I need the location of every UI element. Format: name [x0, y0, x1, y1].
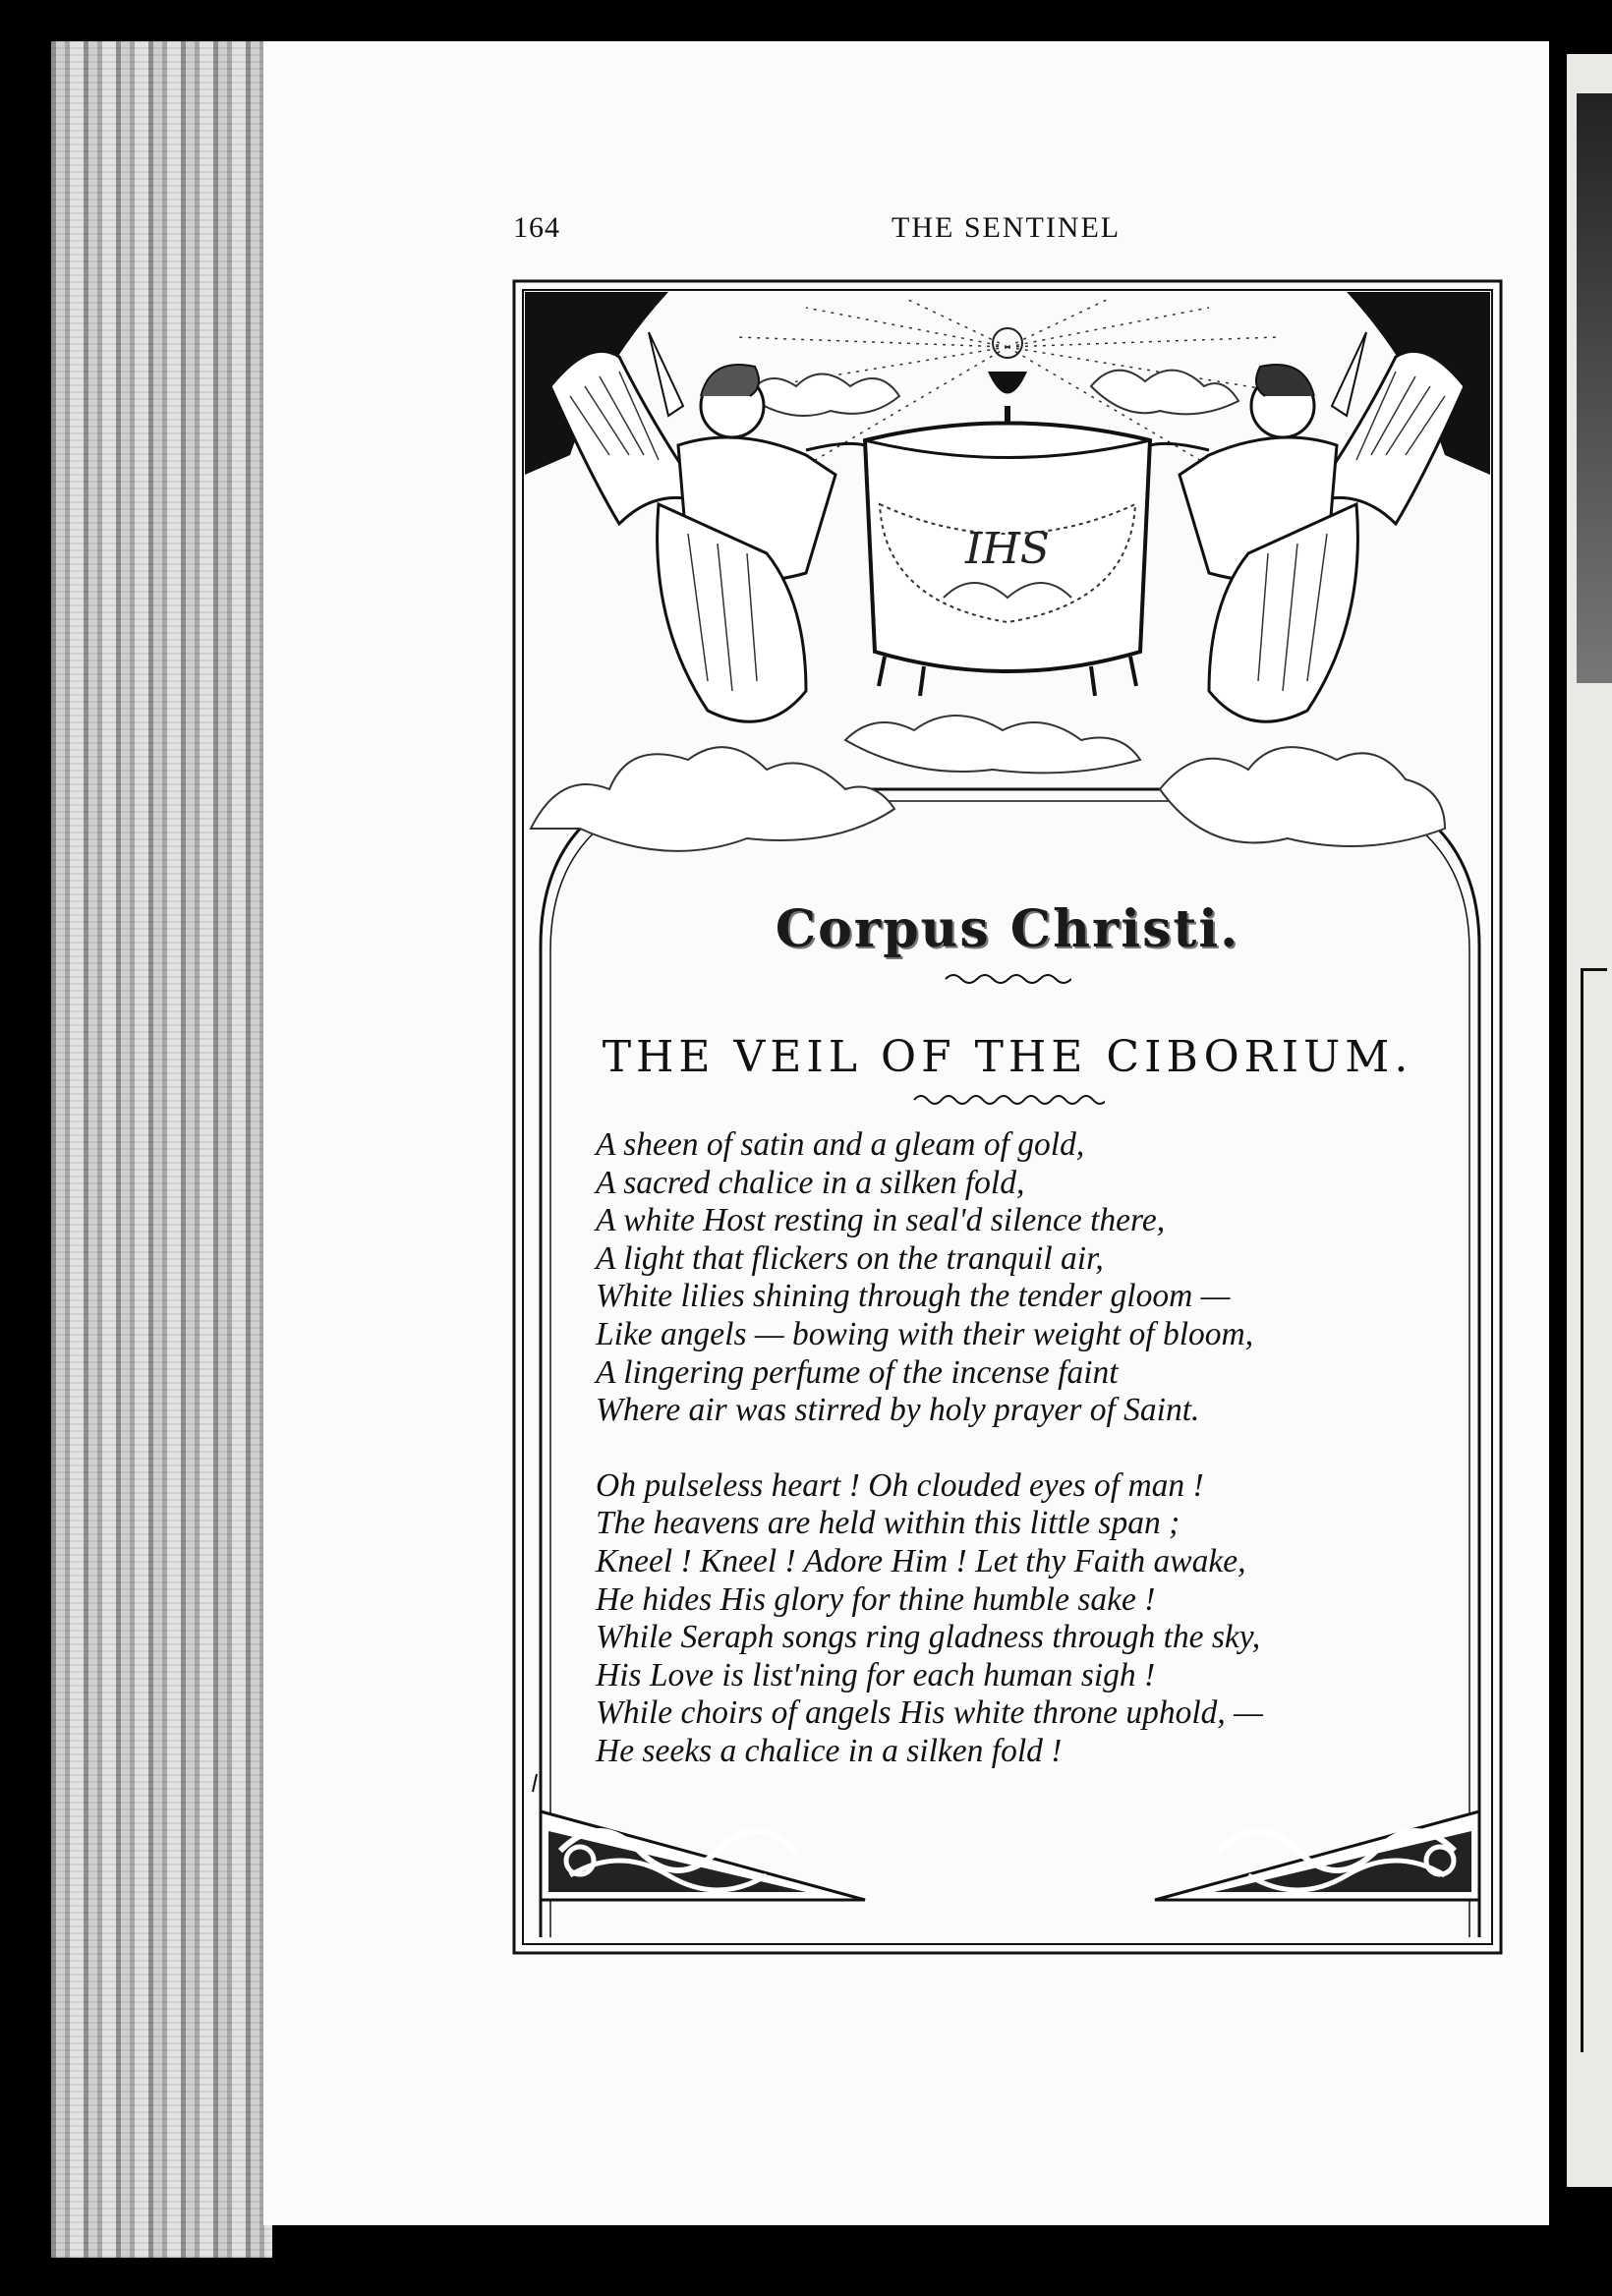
poem-line: He seeks a chalice in a silken fold ! [596, 1732, 1063, 1769]
poem-line: He hides His glory for thine humble sake ! [596, 1580, 1156, 1618]
poem-subtitle: THE VEIL OF THE CIBORIUM. [602, 1032, 1413, 1082]
subtitle-divider [912, 1092, 1105, 1108]
decorative-frame [511, 278, 1504, 1956]
title-divider [944, 971, 1071, 987]
poem-line: Where air was stirred by holy prayer of Saint. [596, 1392, 1200, 1429]
poem-line: A lingering perfume of the incense faint [596, 1353, 1119, 1391]
bottom-left-ornament [541, 1811, 865, 1900]
poem-line: White lilies shining through the tender gloom — [596, 1278, 1231, 1315]
poem-line: While choirs of angels His white throne uphold, — [596, 1694, 1263, 1732]
poem-line: A white Host resting in seal'd silence there, [596, 1202, 1166, 1239]
poem-line: His Love is list'ning for each human sigh ! [596, 1656, 1156, 1693]
running-head-title: THE SENTINEL [892, 211, 1122, 244]
poem-line: A sacred chalice in a silken fold, [596, 1164, 1025, 1201]
stanza-1 [596, 1126, 1480, 1430]
poem-title: Corpus Christi. [775, 899, 1240, 959]
page-number: 164 [513, 211, 560, 244]
poem-line: A light that flickers on the tranquil air, [596, 1239, 1104, 1277]
host-icon [993, 328, 1022, 358]
poem-line: While Seraph songs ring gladness through the sky, [596, 1619, 1261, 1656]
poem-line: Oh pulseless heart ! Oh clouded eyes of man ! [596, 1466, 1204, 1504]
facing-page-edge [1567, 54, 1612, 2187]
poem-line: Kneel ! Kneel ! Adore Him ! Let thy Faith awake, [596, 1542, 1246, 1579]
poem-line: Like angels — bowing with their weight of bloom, [596, 1315, 1254, 1352]
poem-line: The heavens are held within this little span ; [596, 1505, 1180, 1542]
angels-illustration [511, 278, 1504, 868]
veil-monogram: IHS [965, 524, 1050, 574]
veil [865, 424, 1150, 697]
poem-body [596, 1126, 1480, 1771]
stanza-2 [596, 1467, 1480, 1771]
running-head [513, 211, 1260, 251]
bottom-right-ornament [1155, 1811, 1479, 1900]
poem-line: A sheen of satin and a gleam of gold, [596, 1126, 1085, 1163]
book-page-edges [51, 41, 272, 2258]
